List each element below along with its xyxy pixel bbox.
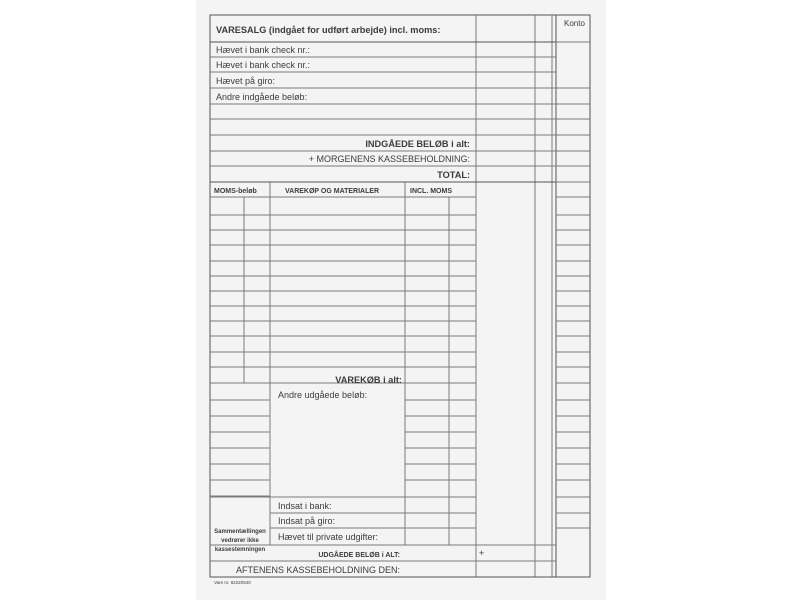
note-line: Sammentællingen — [214, 529, 266, 535]
incl-moms-column-header: INCL. MOMS — [410, 188, 452, 195]
footer-code: Vare nr. 92220540 — [214, 580, 251, 585]
total-label: TOTAL: — [437, 170, 470, 180]
note-line: kassestemningen — [214, 547, 266, 553]
income-row-label: Hævet i bank check nr.: — [216, 45, 311, 55]
varesalg-heading: VARESALG (indgået for udført arbejde) incl. moms: — [216, 25, 441, 35]
konto-label: Konto — [564, 19, 585, 28]
indgaede-total-label: INDGÅEDE BELØB i alt: — [365, 139, 470, 149]
form-sheet — [196, 0, 606, 600]
indsat-bank-label: Indsat i bank: — [278, 501, 332, 511]
plus-sign: + — [479, 548, 485, 558]
udgaede-total-label: UDGÅEDE BELØB i ALT: — [318, 552, 400, 559]
income-row-label: Hævet på giro: — [216, 76, 276, 86]
haevet-private-label: Hævet til private udgifter: — [278, 532, 379, 542]
moms-column-header: MOMS-beløb — [214, 188, 257, 195]
varekob-column-header: VAREKØP OG MATERIALER — [285, 188, 380, 195]
cash-book-form — [196, 0, 606, 600]
varekob-total-label: VAREKØB i alt: — [335, 375, 402, 385]
income-row-label: Andre indgåede beløb: — [216, 92, 308, 102]
note-line: vedrører ikke — [221, 538, 259, 544]
morgenens-label: + MORGENENS KASSEBEHOLDNING: — [308, 154, 470, 164]
andre-udgaede-label: Andre udgåede beløb: — [278, 390, 368, 400]
aftenens-label: AFTENENS KASSEBEHOLDNING DEN: — [235, 565, 400, 575]
indsat-giro-label: Indsat på giro: — [278, 516, 336, 526]
income-row-label: Hævet i bank check nr.: — [216, 60, 311, 70]
